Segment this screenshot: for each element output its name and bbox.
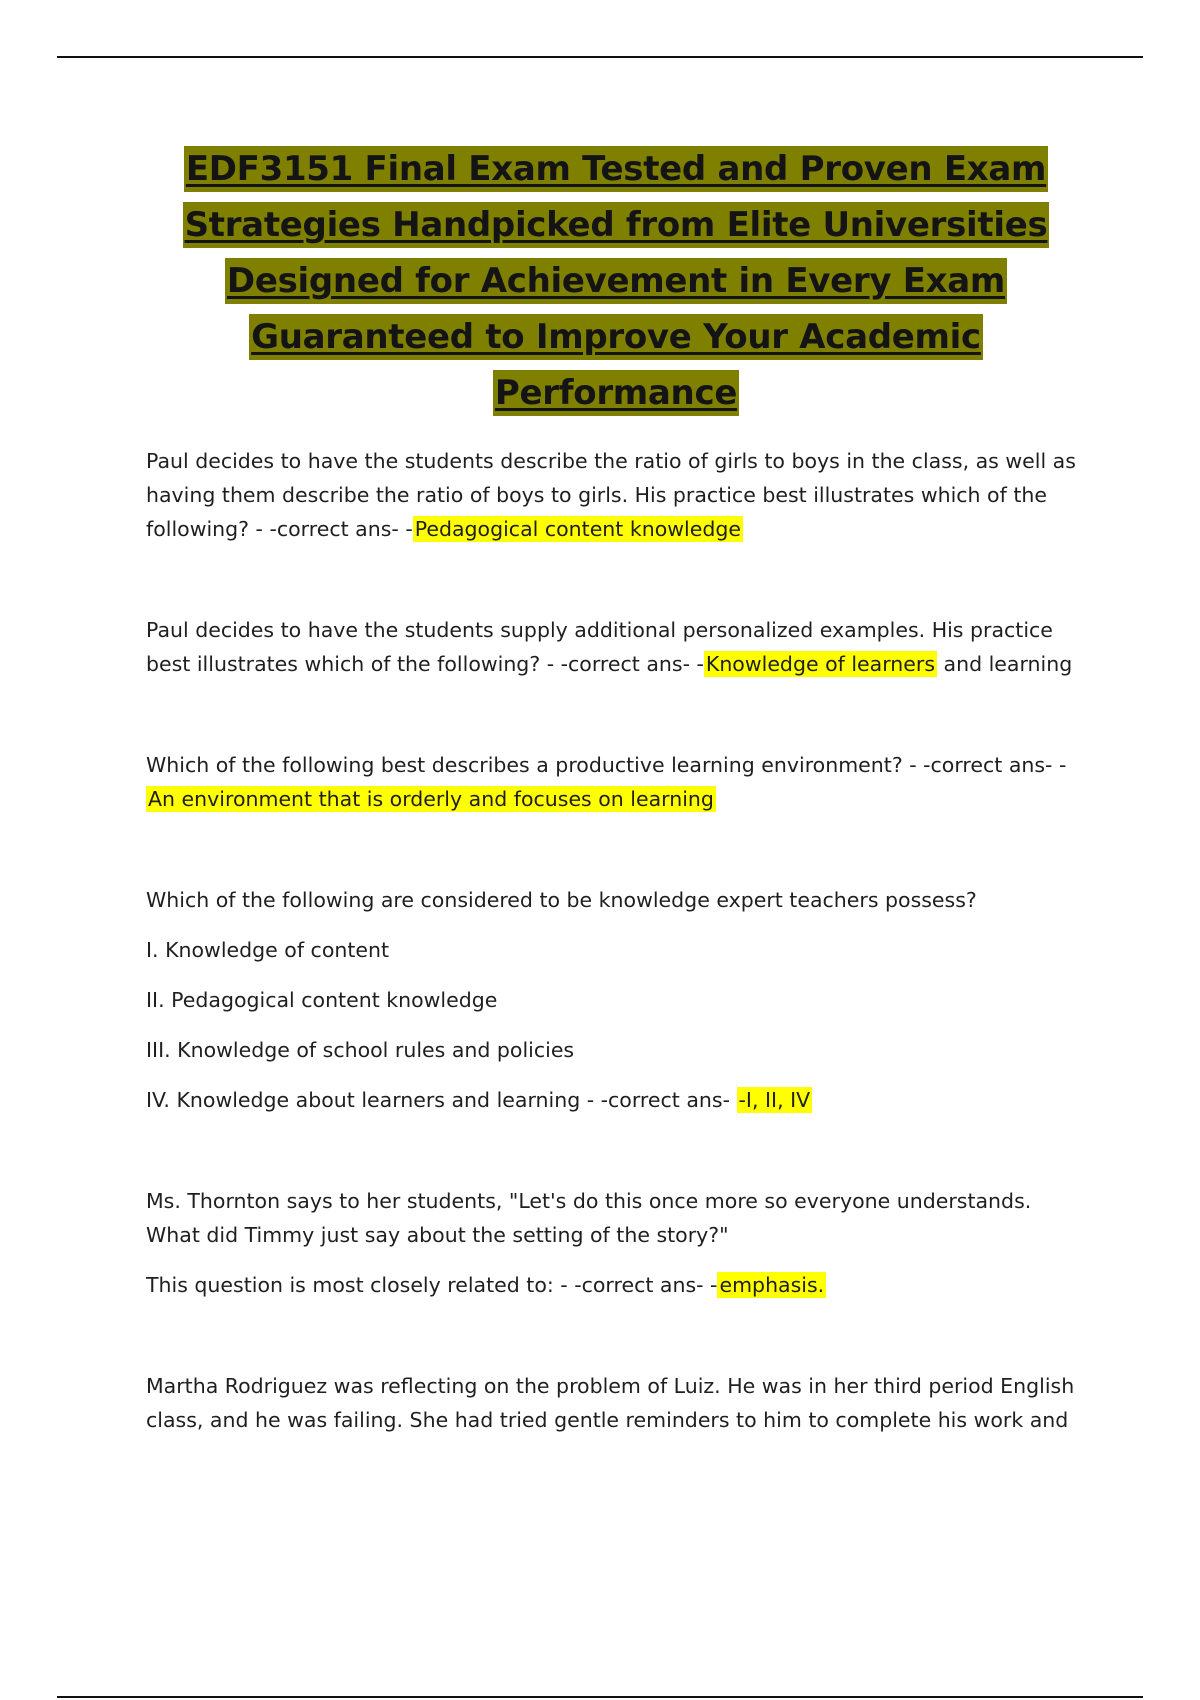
spacer <box>146 1117 1096 1184</box>
spacer <box>146 1067 1096 1083</box>
question-2-answer: Knowledge of learners <box>705 652 936 676</box>
spacer <box>146 917 1096 933</box>
question-5-line-2: What did Timmy just say about the setting of the story?" <box>146 1223 729 1247</box>
spacer <box>146 1302 1096 1369</box>
question-6 <box>146 1369 1096 1437</box>
question-4 <box>146 883 1096 1117</box>
title-line-4: Guaranteed to Improve Your Academic <box>249 314 983 360</box>
title-line-2: Strategies Handpicked from Elite Universities <box>183 202 1050 248</box>
question-4-option-2: II. Pedagogical content knowledge <box>146 988 498 1012</box>
question-6-line-2: class, and he was failing. She had tried gentle reminders to him to complete his work and <box>146 1408 1069 1432</box>
question-2-prefix: best illustrates which of the following? - -correct ans- - <box>146 652 704 676</box>
question-1-answer: Pedagogical content knowledge <box>414 517 741 541</box>
question-3-line-1: Which of the following best describes a productive learning environment? - -correct ans- - <box>146 753 1067 777</box>
question-5-answer: emphasis. <box>719 1273 825 1297</box>
spacer <box>146 967 1096 983</box>
title-line-3: Designed for Achievement in Every Exam <box>225 258 1007 304</box>
header-rule <box>57 56 1143 58</box>
question-6-line-1: Martha Rodriguez was reflecting on the problem of Luiz. He was in her third period English <box>146 1374 1075 1398</box>
question-1-line-1: Paul decides to have the students describe the ratio of girls to boys in the class, as well as <box>146 449 1076 473</box>
question-3 <box>146 748 1096 816</box>
question-5-prefix: This question is most closely related to: - -correct ans- - <box>146 1273 718 1297</box>
question-5-line-3 <box>146 1268 1096 1302</box>
question-4-answer: -I, II, IV <box>738 1088 811 1112</box>
footer-rule <box>57 1696 1143 1698</box>
question-4-option-3: III. Knowledge of school rules and policies <box>146 1038 575 1062</box>
document-title <box>120 146 1112 426</box>
question-1-line-2: having them describe the ratio of boys to girls. His practice best illustrates which of the <box>146 483 1047 507</box>
question-5 <box>146 1184 1096 1302</box>
question-4-prefix: IV. Knowledge about learners and learning - -correct ans- <box>146 1088 737 1112</box>
question-4-option-1: I. Knowledge of content <box>146 938 390 962</box>
spacer <box>146 1017 1096 1033</box>
question-2 <box>146 613 1096 681</box>
question-3-answer: An environment that is orderly and focuses on learning <box>148 787 714 811</box>
title-line-1: EDF3151 Final Exam Tested and Proven Exam <box>184 146 1048 192</box>
question-4-option-4 <box>146 1083 1096 1117</box>
spacer <box>146 1252 1096 1268</box>
question-2-line-2 <box>146 647 1096 681</box>
question-3-line-2 <box>146 782 1096 816</box>
question-1-prefix: following? - -correct ans- - <box>146 517 413 541</box>
spacer <box>146 816 1096 883</box>
question-1-line-3 <box>146 512 1096 546</box>
question-2-suffix: and learning <box>937 652 1073 676</box>
spacer <box>146 546 1096 613</box>
title-line-5: Performance <box>493 370 739 416</box>
spacer <box>146 681 1096 748</box>
question-5-line-1: Ms. Thornton says to her students, "Let's do this once more so everyone understands. <box>146 1189 1032 1213</box>
question-1 <box>146 444 1096 546</box>
question-2-line-1: Paul decides to have the students supply additional personalized examples. His practice <box>146 618 1053 642</box>
question-4-stem: Which of the following are considered to be knowledge expert teachers possess? <box>146 888 977 912</box>
document-body <box>146 444 1096 1437</box>
